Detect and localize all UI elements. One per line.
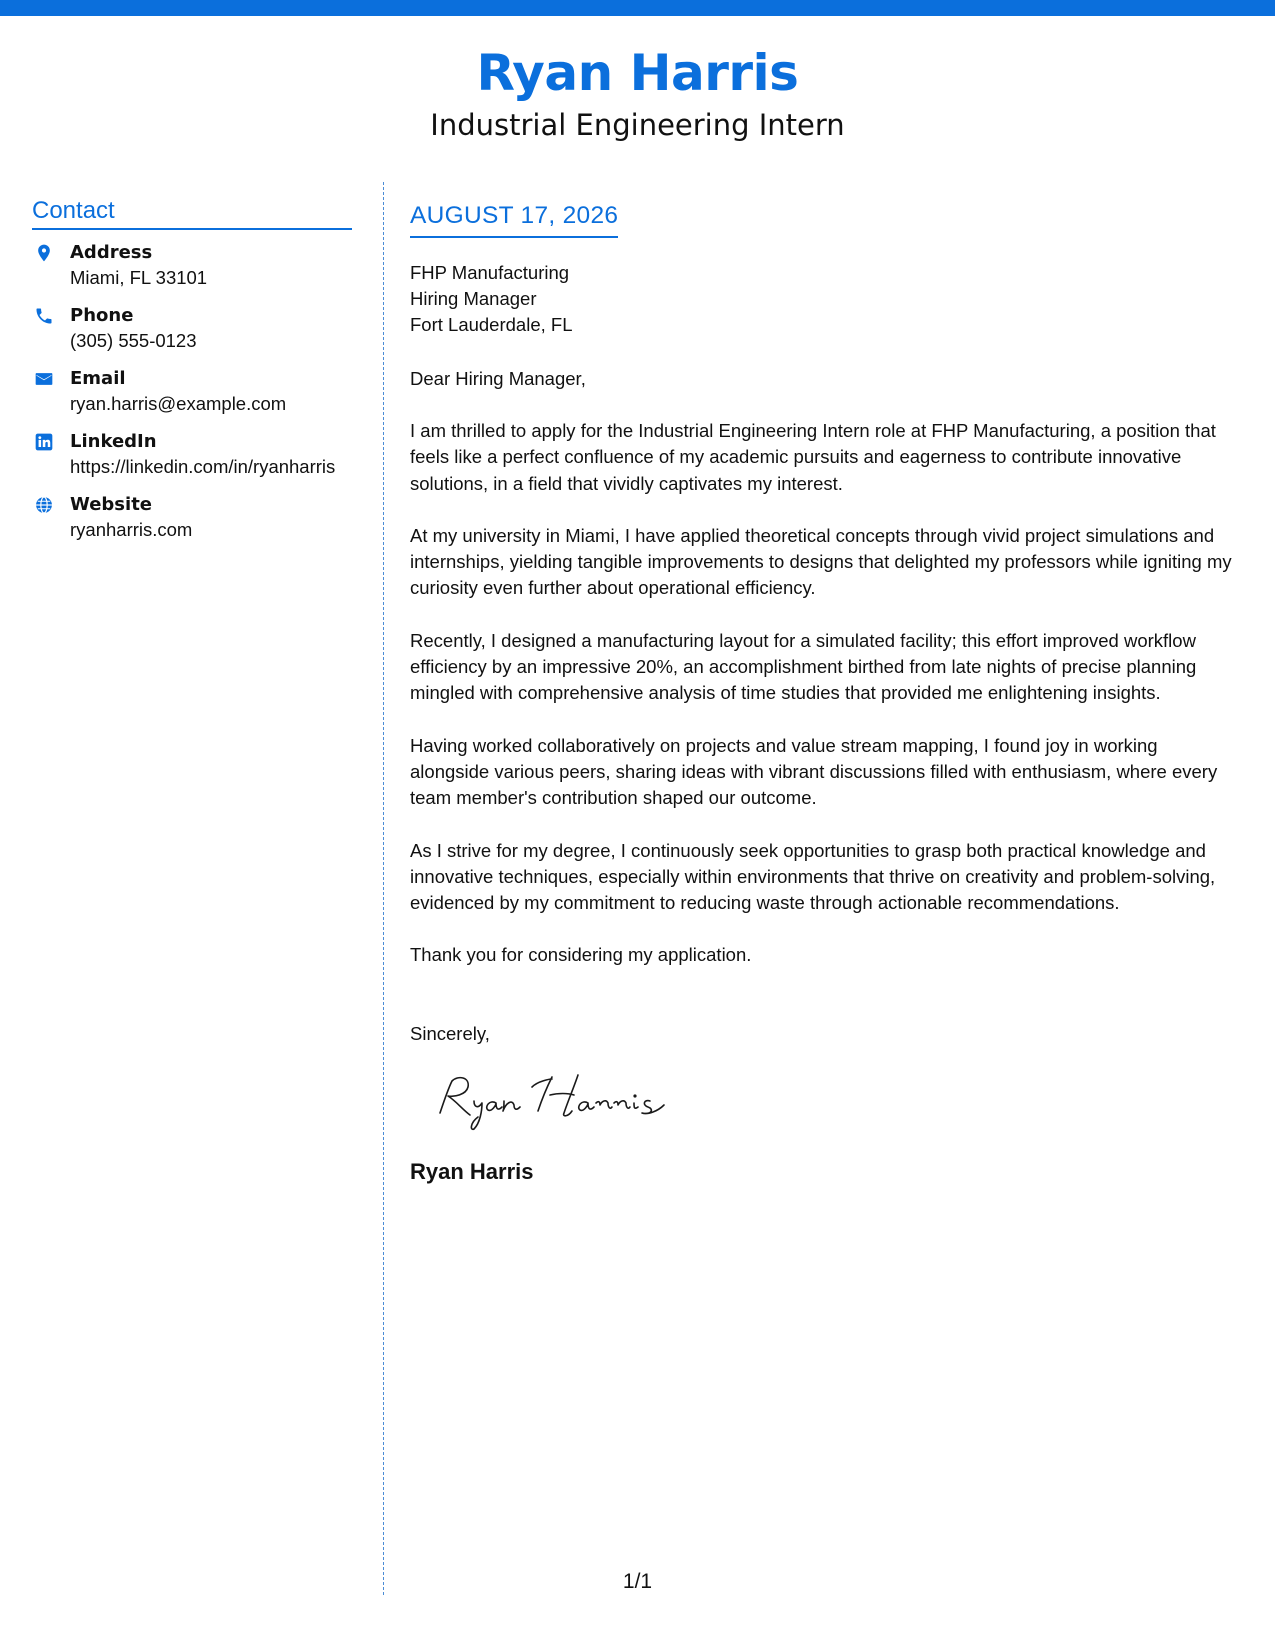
- salutation: Dear Hiring Manager,: [410, 368, 586, 389]
- body-paragraph: At my university in Miami, I have applied theoretical concepts through vivid project simulations and internships, yielding tangible improvements to designs that delighted my professors while igniting my curiosity even further about operational efficiency.: [410, 524, 1232, 599]
- body-paragraph: Thank you for considering my application.: [410, 944, 752, 966]
- contact-value[interactable]: ryan.harris@example.com: [70, 393, 287, 414]
- body-paragraph: As I strive for my degree, I continuously seek opportunities to grasp both practical knowledge and innovative techniques, especially within environments that thrive on creativity and problem-solving, evidenced by my commitment to reducing waste through actionable recommendations.: [410, 839, 1216, 914]
- map-pin-icon: [34, 243, 54, 263]
- letter-date: AUGUST 17, 2026: [410, 200, 618, 238]
- contact-value: (305) 555-0123: [70, 330, 197, 351]
- recipient-block: [410, 260, 1240, 338]
- contact-list: [32, 240, 352, 542]
- contact-value: Miami, FL 33101: [70, 267, 208, 288]
- contact-section-title: Contact: [32, 196, 352, 230]
- contact-sidebar: [32, 196, 352, 555]
- contact-value[interactable]: https://linkedin.com/in/ryanharris: [70, 456, 336, 477]
- handwritten-signature: [434, 1065, 674, 1135]
- column-divider: [383, 182, 384, 1595]
- top-accent-bar: [0, 0, 1275, 16]
- recipient-line: Fort Lauderdale, FL: [410, 314, 573, 335]
- body-paragraph: Recently, I designed a manufacturing layout for a simulated facility; this effort improved workflow efficiency by an impressive 20%, an accomplishment birthed from late nights of precise planning mingled with comprehensive analysis of time studies that provided me enlightening insights.: [410, 629, 1197, 704]
- closing: Sincerely,: [410, 1022, 490, 1044]
- contact-phone: [32, 303, 352, 353]
- signer-name: Ryan Harris: [410, 1158, 534, 1184]
- applicant-name: Ryan Harris: [476, 44, 799, 102]
- contact-label: Email: [70, 368, 126, 389]
- contact-label: LinkedIn: [70, 431, 157, 452]
- body-paragraph: I am thrilled to apply for the Industrial Engineering Intern role at FHP Manufacturing, a position that feels like a perfect confluence of my academic pursuits and eagerness to contribute innovative solutions, in a field that vividly captivates my interest.: [410, 420, 1216, 494]
- applicant-role: Industrial Engineering Intern: [430, 108, 845, 142]
- contact-website: [32, 492, 352, 542]
- contact-label: Address: [70, 242, 153, 263]
- envelope-icon: [34, 369, 54, 389]
- contact-label: Phone: [70, 305, 134, 326]
- letter-body: [410, 200, 1240, 1186]
- contact-email: [32, 366, 352, 416]
- globe-icon: [34, 495, 54, 515]
- body-paragraph: Having worked collaboratively on projects and value stream mapping, I found joy in working alongside various peers, sharing ideas with vibrant discussions filled with enthusiasm, where every team member's contribution shaped our outcome.: [410, 734, 1218, 809]
- contact-label: Website: [70, 494, 153, 515]
- letter-header: [0, 40, 1275, 144]
- contact-value[interactable]: ryanharris.com: [70, 519, 193, 540]
- page-number: 1/1: [622, 1570, 653, 1593]
- contact-linkedin: [32, 429, 352, 479]
- linkedin-icon: [34, 432, 54, 452]
- contact-address: [32, 240, 352, 290]
- recipient-line: Hiring Manager: [410, 288, 537, 309]
- phone-icon: [34, 306, 54, 326]
- recipient-line: FHP Manufacturing: [410, 262, 570, 283]
